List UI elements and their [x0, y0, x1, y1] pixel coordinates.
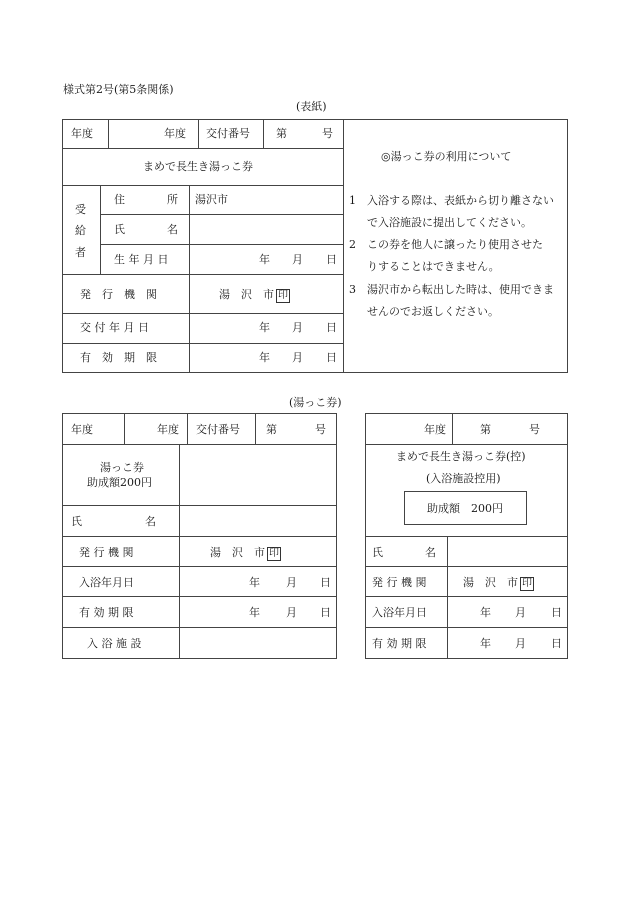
address-label-2: 所: [167, 193, 178, 206]
issue-day: 日: [326, 321, 337, 334]
ticket-dai: 第: [266, 423, 277, 436]
ticket-name-line-2: 助成額200円: [87, 476, 152, 489]
cover-number-label: 交付番号: [206, 127, 250, 140]
note-3-line-1: 湯沢市から転出した時は、使用できま: [367, 283, 554, 296]
seal-icon: 印: [269, 548, 279, 559]
birth-day: 日: [326, 253, 337, 266]
ticket-issuer-value: [210, 546, 281, 561]
ticket-nendo-suffix: 年度: [157, 423, 179, 436]
cover-heading: まめで長生き湯っこ券: [143, 160, 253, 173]
ticket-validity-label: 有 効 期 限: [79, 606, 134, 619]
note-3-line-2: せんのでお返しください。: [367, 305, 499, 318]
cover-issuer-text: 湯 沢 市: [219, 288, 274, 301]
stub-validity-month: 月: [515, 637, 526, 650]
validity-year: 年: [259, 351, 270, 364]
ticket-nendo-label: 年度: [71, 423, 93, 436]
stub-nendo-suffix: 年度: [424, 423, 446, 436]
name-label-2: 名: [167, 223, 178, 236]
cover-dai: 第: [276, 127, 287, 140]
stub-amount: 助成額 200円: [427, 502, 503, 515]
notes-title: ◎湯っこ券の利用について: [381, 150, 512, 163]
ticket-shimei-1: 氏: [71, 515, 82, 528]
note-2-line-1: この券を他人に譲ったり使用させた: [367, 238, 543, 251]
ticket-shimei-2: 名: [145, 515, 156, 528]
stub-heading: まめで長生き湯っこ券(控): [396, 450, 526, 463]
address-label-1: 住: [114, 193, 125, 206]
issue-year: 年: [259, 321, 270, 334]
cover-go: 号: [322, 127, 333, 140]
stub-bath-year: 年: [480, 606, 491, 619]
stub-bath-month: 月: [515, 606, 526, 619]
stub-shimei-1: 氏: [372, 546, 383, 559]
stub-validity-year: 年: [480, 637, 491, 650]
note-1-line-1: 入浴する際は、表紙から切り離さない: [367, 194, 554, 207]
ticket-title: (湯っこ券): [289, 396, 342, 409]
issue-month: 月: [292, 321, 303, 334]
stub-issuer-value: [463, 576, 534, 591]
stub-issuer-text: 湯 沢 市: [463, 576, 518, 589]
ticket-name-line-1: 湯っこ券: [100, 461, 144, 474]
stub-subheading: (入浴施設控用): [426, 472, 501, 485]
stub-shimei-2: 名: [425, 546, 436, 559]
ticket-issuer-text: 湯 沢 市: [210, 546, 265, 559]
note-3-num: 3: [349, 283, 356, 296]
birthdate-label: 生 年 月 日: [114, 253, 169, 266]
recipient-char-3: 者: [75, 246, 86, 259]
validity-day: 日: [326, 351, 337, 364]
cover-title: (表紙): [296, 100, 327, 113]
address-value: 湯沢市: [195, 193, 228, 206]
note-1-num: 1: [349, 194, 356, 207]
stub-validity-label: 有 効 期 限: [372, 637, 427, 650]
cover-issuer-label: 発 行 機 関: [80, 288, 157, 301]
recipient-char-2: 給: [75, 224, 86, 237]
note-2-num: 2: [349, 238, 356, 251]
recipient-char-1: 受: [75, 203, 86, 216]
ticket-validity-year: 年: [249, 606, 260, 619]
note-1-line-2: で入浴施設に提出してください。: [367, 216, 532, 229]
stub-bath-date-label: 入浴年月日: [372, 606, 427, 619]
stub-issuer-label: 発 行 機 関: [372, 576, 427, 589]
stub-validity-day: 日: [551, 637, 562, 650]
birth-month: 月: [292, 253, 303, 266]
seal-icon: 印: [278, 290, 288, 301]
validity-label: 有 効 期 限: [80, 351, 157, 364]
ticket-validity-month: 月: [286, 606, 297, 619]
name-label-1: 氏: [114, 223, 125, 236]
seal-icon: 印: [522, 578, 532, 589]
ticket-facility-label: 入 浴 施 設: [87, 637, 142, 650]
ticket-go: 号: [315, 423, 326, 436]
form-number-label: 様式第2号(第5条関係): [63, 83, 174, 96]
validity-month: 月: [292, 351, 303, 364]
ticket-issuer-label: 発 行 機 関: [79, 546, 134, 559]
ticket-bath-date-label: 入浴年月日: [79, 576, 134, 589]
note-2-line-2: りすることはできません。: [367, 260, 500, 273]
stub-bath-day: 日: [551, 606, 562, 619]
stub-dai: 第: [480, 423, 491, 436]
ticket-validity-day: 日: [320, 606, 331, 619]
issue-date-label: 交 付 年 月 日: [80, 321, 149, 334]
stub-go: 号: [529, 423, 540, 436]
ticket-number-label: 交付番号: [196, 423, 240, 436]
ticket-bath-day: 日: [320, 576, 331, 589]
cover-nendo-label: 年度: [71, 127, 93, 140]
ticket-bath-year: 年: [249, 576, 260, 589]
birth-year: 年: [259, 253, 270, 266]
cover-nendo-suffix: 年度: [164, 127, 186, 140]
ticket-bath-month: 月: [286, 576, 297, 589]
cover-issuer-value: [219, 288, 290, 303]
